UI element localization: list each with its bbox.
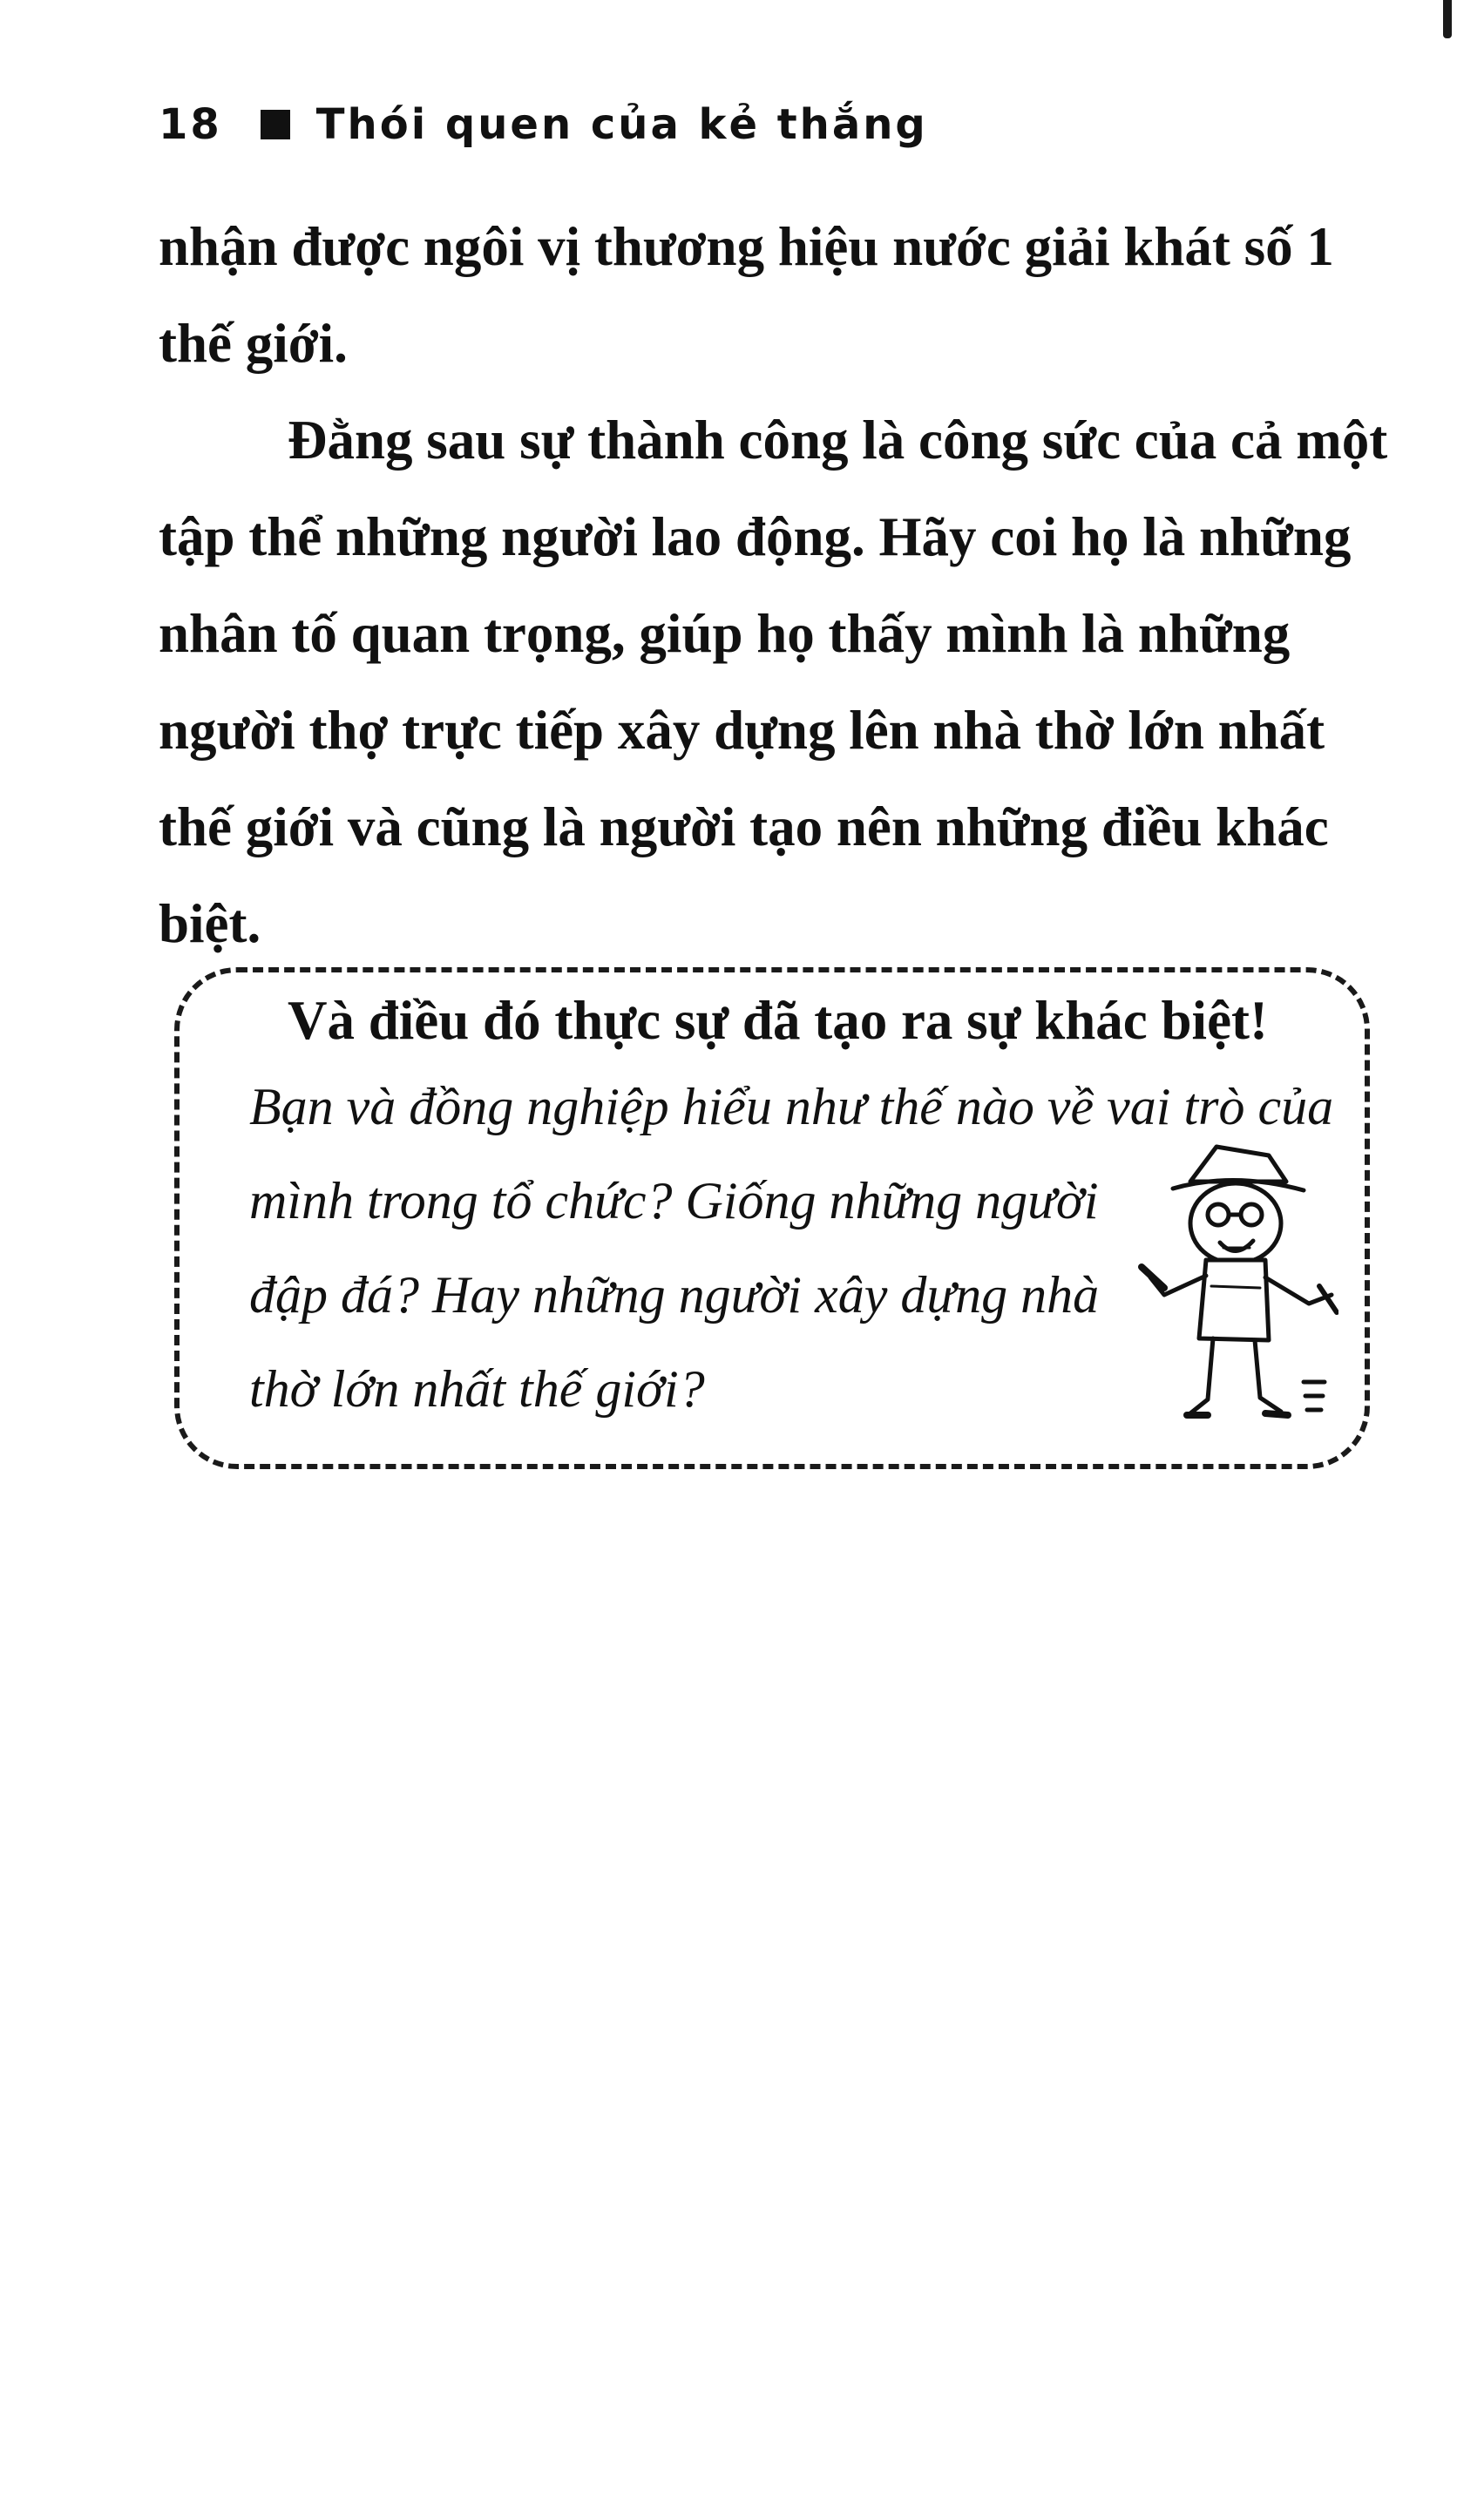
cartoon-worker-icon bbox=[1138, 1121, 1338, 1434]
scan-edge-mark bbox=[1443, 0, 1452, 38]
square-bullet-icon bbox=[261, 110, 290, 139]
book-title: Thói quen của kẻ thắng bbox=[315, 100, 928, 149]
paragraph-2: Đằng sau sự thành công là công sức của cả một tập thể những người lao động. Hãy coi họ là những nhân tố quan trọng, giúp họ thấy mình là những người thợ trực tiếp xây dựng lên nhà thờ lớn nhất thế giới và cũng là người tạo nên những điều khác biệt. bbox=[159, 410, 1388, 954]
question-line-2: mình trong tổ chức? Giống những người bbox=[249, 1172, 1099, 1230]
paragraph-1: nhận được ngôi vị thương hiệu nước giải khát số 1 thế giới. bbox=[159, 216, 1334, 374]
running-header bbox=[159, 94, 928, 155]
question-line-4: thờ lớn nhất thế giới? bbox=[249, 1360, 705, 1418]
page-number: 18 bbox=[159, 100, 222, 149]
question-line-3: đập đá? Hay những người xây dựng nhà bbox=[249, 1266, 1100, 1324]
question-line-1: Bạn và đồng nghiệp hiểu như thế nào về vai trò của bbox=[249, 1078, 1334, 1135]
reflection-question-box bbox=[174, 967, 1370, 1469]
paragraph-3: Và điều đó thực sự đã tạo ra sự khác biệt! bbox=[288, 990, 1268, 1051]
body-text bbox=[159, 199, 1396, 1069]
